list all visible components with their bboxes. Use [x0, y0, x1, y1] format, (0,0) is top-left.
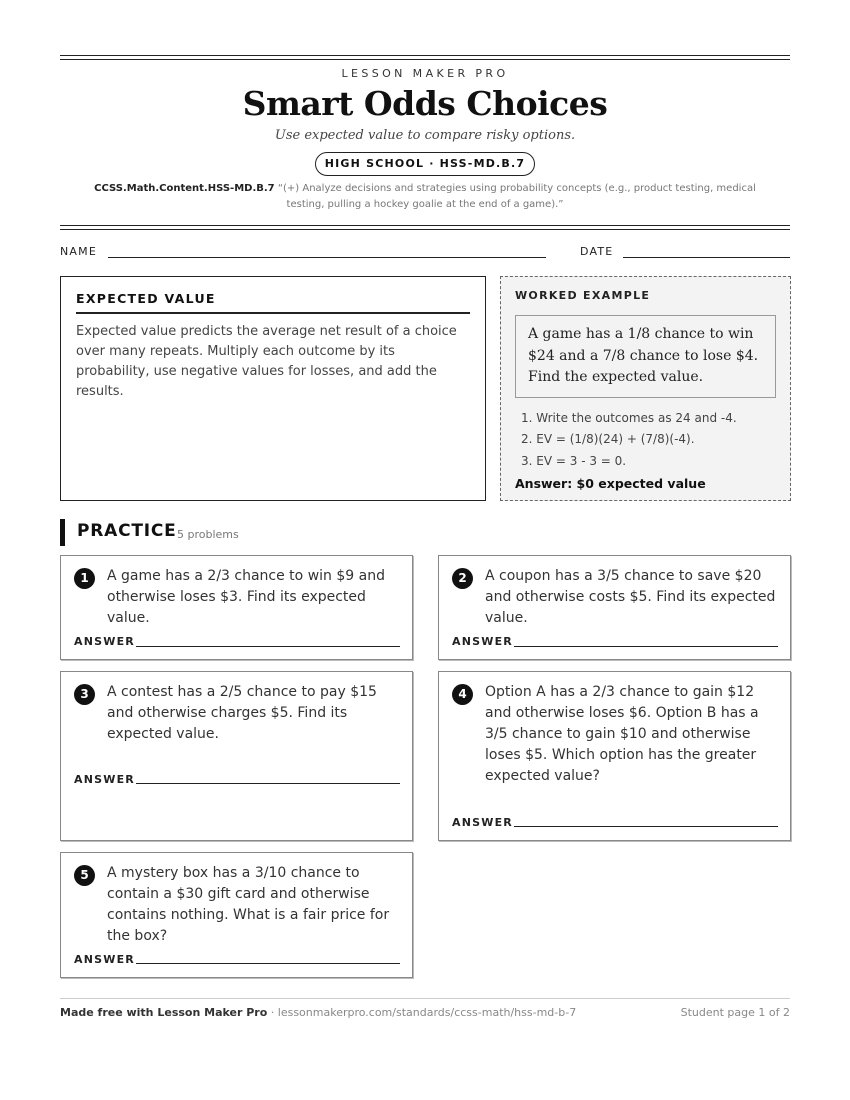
expected-value-body: Expected value predicts the average net result of a choice over many repeats. Multiply each outcome by its probability, use negative values for losses, and add the results.: [76, 324, 457, 399]
worked-example-heading: WORKED EXAMPLE: [515, 289, 651, 302]
page-subtitle: Use expected value to compare risky options.: [274, 128, 576, 143]
standard-description: [75, 181, 775, 213]
practice-count: 5 problems: [177, 528, 239, 541]
worked-example-steps: [515, 408, 776, 473]
practice-heading: PRACTICE: [77, 521, 177, 541]
page-title: Smart Odds Choices: [242, 84, 608, 123]
problem-card-5: [60, 852, 413, 978]
header-bottom-double-rule: [60, 225, 790, 230]
practice-accent-bar: [60, 519, 65, 546]
answer-label: ANSWER: [452, 635, 513, 648]
expected-value-box: [60, 276, 486, 501]
footer-credit: [60, 1006, 576, 1019]
date-label: DATE: [580, 245, 614, 258]
problem-text: A contest has a 2/5 chance to pay $15 and otherwise charges $5. Find its expected value.: [107, 684, 377, 742]
expected-value-heading: EXPECTED VALUE: [76, 291, 470, 314]
answer-field[interactable]: [136, 646, 400, 647]
brand-name: LESSON MAKER PRO: [341, 67, 509, 80]
worked-step: 2. EV = (1/8)(24) + (7/8)(-4).: [521, 432, 695, 446]
problem-number-badge: 4: [452, 684, 473, 705]
answer-label: ANSWER: [452, 816, 513, 829]
problem-number-badge: 5: [74, 865, 95, 886]
problem-number-badge: 3: [74, 684, 95, 705]
standard-code: CCSS.Math.Content.HSS-MD.B.7: [94, 183, 275, 194]
answer-field[interactable]: [136, 963, 400, 964]
answer-label: ANSWER: [74, 635, 135, 648]
problem-number-badge: 1: [74, 568, 95, 589]
top-double-rule: [60, 55, 790, 60]
footer-page-number: Student page 1 of 2: [680, 1006, 790, 1019]
worked-step: 1. Write the outcomes as 24 and -4.: [521, 410, 737, 425]
footer-divider: [60, 998, 790, 999]
answer-field[interactable]: [514, 826, 778, 827]
problem-text: Option A has a 2/3 chance to gain $12 and otherwise loses $6. Option B has a 3/5 chance to gain $10 and otherwise loses $5. Which option has the greater expected value?: [485, 684, 759, 784]
name-field[interactable]: [108, 257, 546, 258]
answer-field[interactable]: [136, 783, 400, 784]
footer-made-with: Made free with Lesson Maker Pro: [60, 1006, 268, 1019]
answer-label: ANSWER: [74, 953, 135, 966]
problem-card-2: [438, 555, 791, 660]
name-label: NAME: [60, 245, 97, 258]
problem-text: A mystery box has a 3/10 chance to contain a $30 gift card and otherwise contains nothing. What is a fair price for the box?: [107, 865, 390, 944]
worked-example-answer: Answer: $0 expected value: [515, 476, 706, 491]
problem-card-4: [438, 671, 791, 841]
problem-number-badge: 2: [452, 568, 473, 589]
worked-example-box: [500, 276, 791, 501]
problem-card-1: [60, 555, 413, 660]
problem-text: A game has a 2/3 chance to win $9 and otherwise loses $3. Find its expected value.: [107, 568, 385, 626]
worked-step: 3. EV = 3 - 3 = 0.: [521, 453, 627, 468]
problem-card-3: [60, 671, 413, 841]
date-field[interactable]: [623, 257, 790, 258]
answer-field[interactable]: [514, 646, 778, 647]
answer-label: ANSWER: [74, 773, 135, 786]
footer-url[interactable]: · lessonmakerpro.com/standards/ccss-math/hss-md-b-7: [270, 1006, 577, 1019]
standard-text: “(+) Analyze decisions and strategies using probability concepts (e.g., product testing, medical testing, pulling a hockey goalie at the end of a game).”: [277, 183, 756, 210]
problem-text: A coupon has a 3/5 chance to save $20 and otherwise costs $5. Find its expected value.: [485, 568, 776, 626]
grade-standard-badge: HIGH SCHOOL · HSS-MD.B.7: [315, 152, 535, 176]
worked-example-problem: A game has a 1/8 chance to win $24 and a 7/8 chance to lose $4. Find the expected value.: [515, 315, 776, 398]
